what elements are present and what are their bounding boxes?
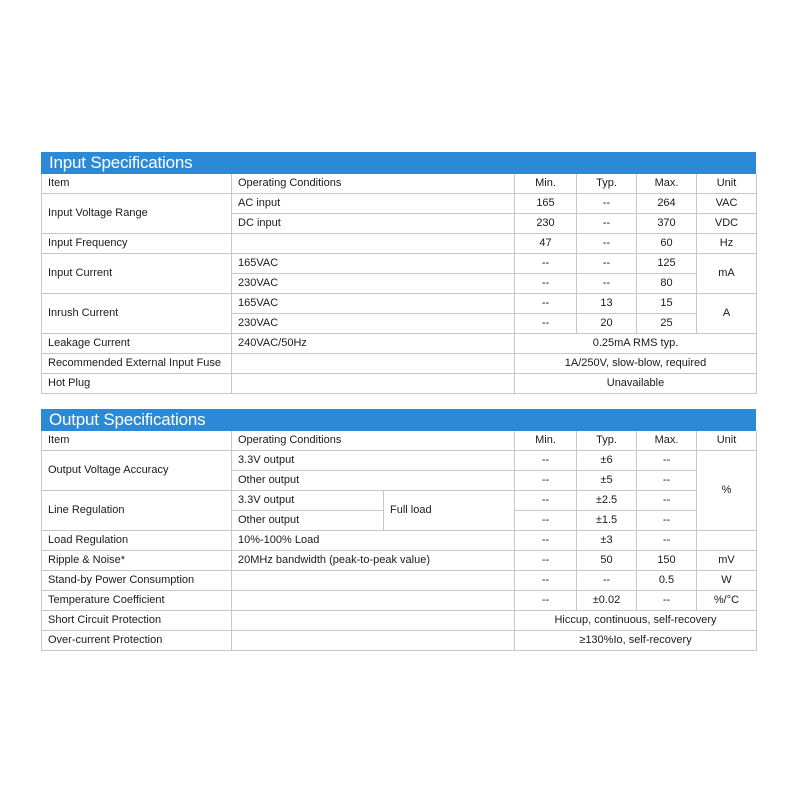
min-cell: 230: [515, 214, 577, 234]
unit-cell: VAC: [697, 194, 757, 214]
table-row: [42, 611, 757, 631]
max-cell: 370: [637, 214, 697, 234]
header-max: Max.: [637, 431, 697, 451]
typ-cell: ±2.5: [577, 491, 637, 511]
typ-cell: --: [577, 194, 637, 214]
typ-cell: 50: [577, 551, 637, 571]
condition-cell: [232, 354, 515, 374]
typ-cell: ±0.02: [577, 591, 637, 611]
max-cell: 264: [637, 194, 697, 214]
value-cell: Unavailable: [515, 374, 757, 394]
condition-cell: [232, 571, 515, 591]
unit-cell: mA: [697, 254, 757, 294]
unit-cell: VDC: [697, 214, 757, 234]
max-cell: 150: [637, 551, 697, 571]
header-unit: Unit: [697, 431, 757, 451]
header-conditions: Operating Conditions: [232, 174, 515, 194]
table-row: [42, 174, 757, 194]
condition-cell: DC input: [232, 214, 515, 234]
condition-cell: AC input: [232, 194, 515, 214]
header-typ: Typ.: [577, 174, 637, 194]
min-cell: --: [515, 531, 577, 551]
typ-cell: ±3: [577, 531, 637, 551]
table-row: [42, 591, 757, 611]
max-cell: --: [637, 511, 697, 531]
load-condition-cell: Full load: [384, 491, 515, 531]
header-min: Min.: [515, 431, 577, 451]
unit-cell: mV: [697, 551, 757, 571]
item-label: Input Frequency: [42, 234, 232, 254]
max-cell: --: [637, 591, 697, 611]
table-row: [42, 531, 757, 551]
table-row: [42, 631, 757, 651]
condition-cell: 165VAC: [232, 254, 515, 274]
max-cell: --: [637, 471, 697, 491]
item-label: Temperature Coefficient: [42, 591, 232, 611]
table-row: [42, 254, 757, 274]
item-label: Over-current Protection: [42, 631, 232, 651]
item-label: Line Regulation: [42, 491, 232, 531]
condition-cell: [232, 611, 515, 631]
table-row: [42, 194, 757, 214]
condition-cell: Other output: [232, 471, 515, 491]
typ-cell: --: [577, 254, 637, 274]
output-spec-table: [41, 431, 757, 651]
typ-cell: --: [577, 571, 637, 591]
value-cell: ≥130%Io, self-recovery: [515, 631, 757, 651]
typ-cell: 13: [577, 294, 637, 314]
typ-cell: ±5: [577, 471, 637, 491]
condition-cell: 3.3V output: [232, 451, 515, 471]
max-cell: 25: [637, 314, 697, 334]
item-label: Hot Plug: [42, 374, 232, 394]
condition-cell: Other output: [232, 511, 384, 531]
output-specifications-section: [41, 409, 756, 651]
max-cell: 15: [637, 294, 697, 314]
min-cell: --: [515, 551, 577, 571]
max-cell: --: [637, 491, 697, 511]
table-row: [42, 374, 757, 394]
value-cell: Hiccup, continuous, self-recovery: [515, 611, 757, 631]
table-row: [42, 334, 757, 354]
output-spec-title: Output Specifications: [41, 409, 756, 431]
table-row: [42, 551, 757, 571]
typ-cell: ±6: [577, 451, 637, 471]
input-specifications-section: [41, 152, 756, 394]
min-cell: 165: [515, 194, 577, 214]
value-cell: 0.25mA RMS typ.: [515, 334, 757, 354]
unit-cell: W: [697, 571, 757, 591]
max-cell: 125: [637, 254, 697, 274]
table-row: [42, 294, 757, 314]
item-label: Recommended External Input Fuse: [42, 354, 232, 374]
unit-cell: %/°C: [697, 591, 757, 611]
item-label: Output Voltage Accuracy: [42, 451, 232, 491]
unit-cell: %: [697, 451, 757, 531]
unit-cell: A: [697, 294, 757, 334]
max-cell: --: [637, 451, 697, 471]
condition-cell: 165VAC: [232, 294, 515, 314]
min-cell: --: [515, 274, 577, 294]
condition-cell: [232, 631, 515, 651]
value-cell: 1A/250V, slow-blow, required: [515, 354, 757, 374]
min-cell: --: [515, 491, 577, 511]
header-item: Item: [42, 174, 232, 194]
condition-cell: [232, 374, 515, 394]
header-conditions: Operating Conditions: [232, 431, 515, 451]
table-row: [42, 234, 757, 254]
condition-cell: 230VAC: [232, 314, 515, 334]
table-row: [42, 431, 757, 451]
item-label: Stand-by Power Consumption: [42, 571, 232, 591]
input-spec-title: Input Specifications: [41, 152, 756, 174]
header-min: Min.: [515, 174, 577, 194]
item-label: Load Regulation: [42, 531, 232, 551]
max-cell: 80: [637, 274, 697, 294]
condition-cell: 230VAC: [232, 274, 515, 294]
min-cell: --: [515, 451, 577, 471]
header-max: Max.: [637, 174, 697, 194]
condition-cell: [232, 591, 515, 611]
item-label: Input Current: [42, 254, 232, 294]
condition-cell: 20MHz bandwidth (peak-to-peak value): [232, 551, 515, 571]
max-cell: --: [637, 531, 697, 551]
header-typ: Typ.: [577, 431, 637, 451]
item-label: Short Circuit Protection: [42, 611, 232, 631]
min-cell: --: [515, 571, 577, 591]
max-cell: 0.5: [637, 571, 697, 591]
min-cell: --: [515, 471, 577, 491]
min-cell: --: [515, 511, 577, 531]
min-cell: --: [515, 294, 577, 314]
typ-cell: --: [577, 274, 637, 294]
item-label: Ripple & Noise*: [42, 551, 232, 571]
typ-cell: --: [577, 234, 637, 254]
condition-cell: [232, 234, 515, 254]
input-spec-table: [41, 174, 757, 394]
table-row: [42, 491, 757, 511]
min-cell: --: [515, 314, 577, 334]
unit-cell: [697, 531, 757, 551]
min-cell: --: [515, 254, 577, 274]
table-row: [42, 354, 757, 374]
condition-cell: 240VAC/50Hz: [232, 334, 515, 354]
min-cell: --: [515, 591, 577, 611]
header-unit: Unit: [697, 174, 757, 194]
min-cell: 47: [515, 234, 577, 254]
item-label: Inrush Current: [42, 294, 232, 334]
typ-cell: ±1.5: [577, 511, 637, 531]
typ-cell: 20: [577, 314, 637, 334]
table-row: [42, 571, 757, 591]
table-row: [42, 451, 757, 471]
condition-cell: 10%-100% Load: [232, 531, 515, 551]
item-label: Input Voltage Range: [42, 194, 232, 234]
header-item: Item: [42, 431, 232, 451]
unit-cell: Hz: [697, 234, 757, 254]
max-cell: 60: [637, 234, 697, 254]
condition-cell: 3.3V output: [232, 491, 384, 511]
typ-cell: --: [577, 214, 637, 234]
item-label: Leakage Current: [42, 334, 232, 354]
